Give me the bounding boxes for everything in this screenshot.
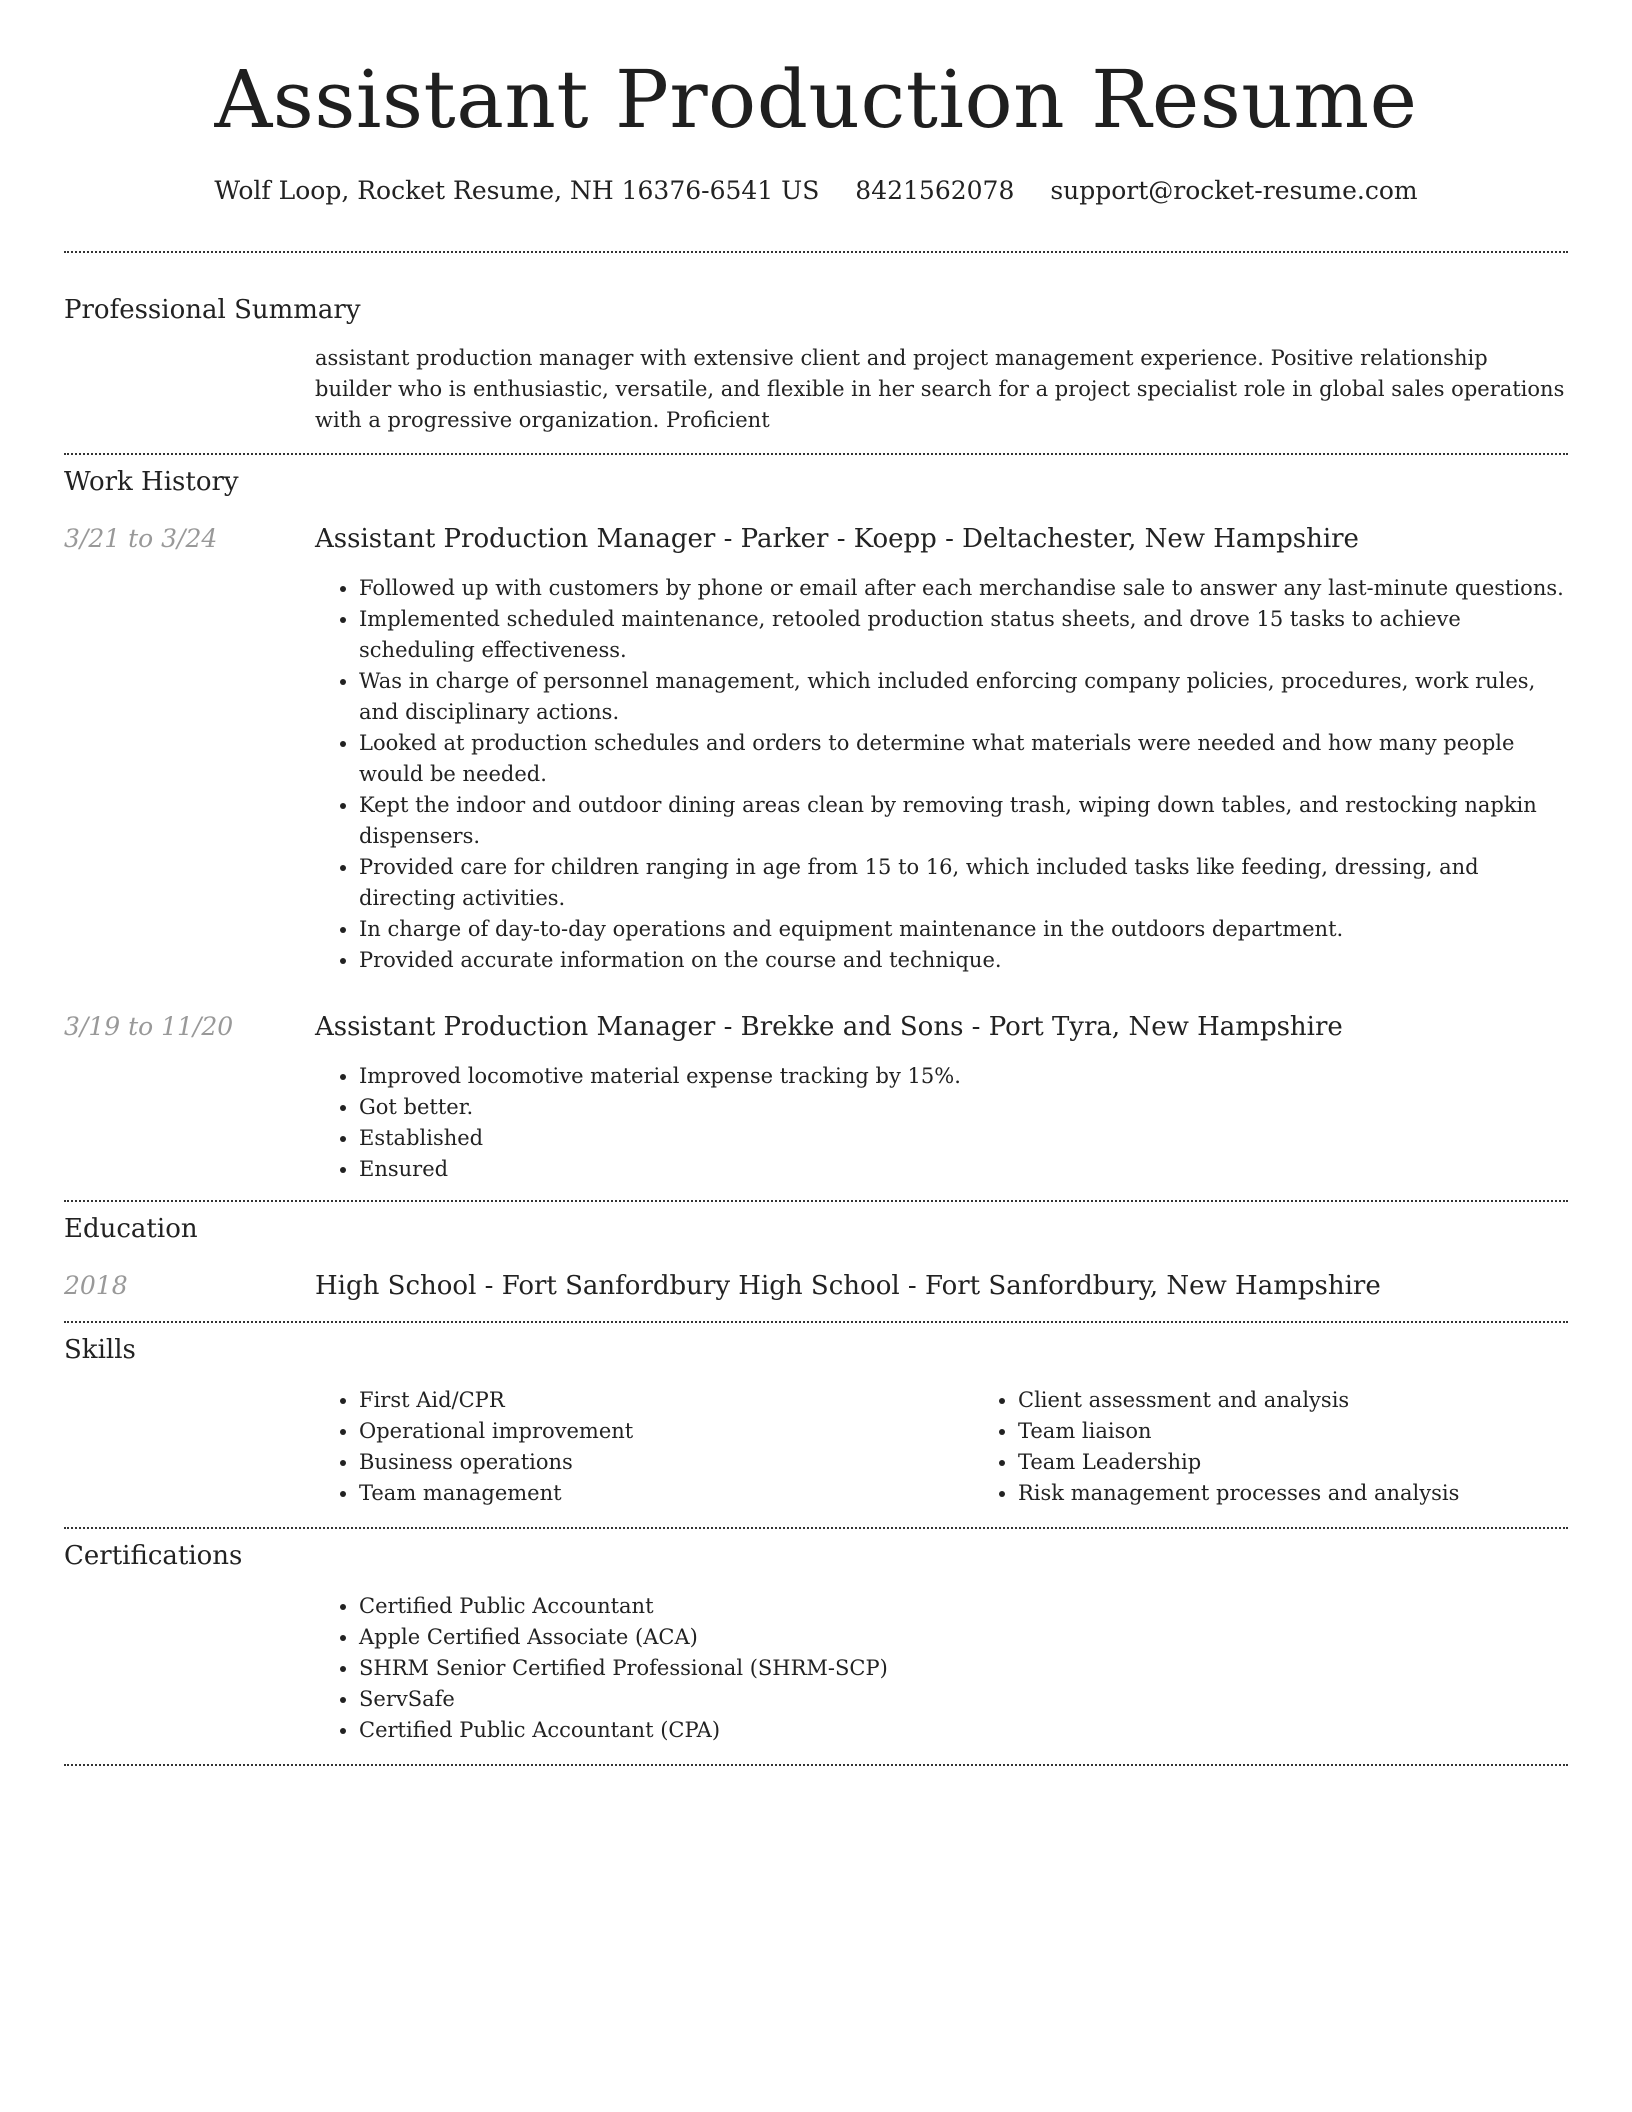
skills-list-right <box>974 1385 1632 1509</box>
job-entry <box>64 523 1568 976</box>
section-title-skills: Skills <box>64 1335 136 1365</box>
list-item: • Provided accurate information on the course and technique. <box>359 945 1568 976</box>
job-dates: 3/21 to 3/24 <box>64 524 218 553</box>
divider <box>64 251 1568 253</box>
section-title-summary: Professional Summary <box>64 295 361 325</box>
job-bullets <box>315 573 1568 976</box>
list-item: • Established <box>359 1123 1568 1154</box>
list-item: • In charge of day-to-day operations and equipment maintenance in the outdoors department. <box>359 914 1568 945</box>
divider <box>64 1200 1568 1202</box>
education-entry <box>64 1270 1568 1302</box>
contact-phone: 8421562078 <box>855 176 1015 205</box>
summary-text: assistant production manager with extensive client and project management experience. Positive relationship builder who is enthusiastic, versatile, and flexible in her search for a project specialist role in global sales operations with a progressive organization. Proficient <box>315 346 1565 432</box>
certifications-section <box>64 1539 1568 1746</box>
list-item: • Risk management processes and analysis <box>1018 1478 1632 1509</box>
divider <box>64 1321 1568 1323</box>
list-item: • Followed up with customers by phone or email after each merchandise sale to answer any last-minute questions. <box>359 573 1568 604</box>
list-item: • SHRM Senior Certified Professional (SHRM-SCP) <box>359 1653 1568 1684</box>
list-item: • Team liaison <box>1018 1416 1632 1447</box>
list-item: • Operational improvement <box>359 1416 974 1447</box>
certifications-list <box>315 1591 1568 1746</box>
list-item: • Implemented scheduled maintenance, retooled production status sheets, and drove 15 tasks to achieve scheduling effectiveness. <box>359 604 1568 666</box>
list-item: • Apple Certified Associate (ACA) <box>359 1622 1568 1653</box>
divider <box>64 453 1568 455</box>
job-title: Assistant Production Manager - Brekke and Sons - Port Tyra, New Hampshire <box>315 1012 1343 1042</box>
resume-title: Assistant Production Resume <box>214 53 1418 146</box>
section-title-certifications: Certifications <box>64 1541 243 1571</box>
job-title: Assistant Production Manager - Parker - Koepp - Deltachester, New Hampshire <box>315 524 1359 554</box>
job-entry <box>64 1011 1568 1185</box>
skills-section <box>64 1333 1568 1509</box>
list-item: • Looked at production schedules and orders to determine what materials were needed and how many people would be needed. <box>359 728 1568 790</box>
list-item: • Certified Public Accountant <box>359 1591 1568 1622</box>
list-item: • Ensured <box>359 1154 1568 1185</box>
divider <box>64 1527 1568 1529</box>
list-item: • Got better. <box>359 1092 1568 1123</box>
list-item: • ServSafe <box>359 1684 1568 1715</box>
list-item: • Was in charge of personnel management, which included enforcing company policies, procedures, work rules, and disciplinary actions. <box>359 666 1568 728</box>
list-item: • First Aid/CPR <box>359 1385 974 1416</box>
list-item: • Provided care for children ranging in age from 15 to 16, which included tasks like feeding, dressing, and directing activities. <box>359 852 1568 914</box>
list-item: • Business operations <box>359 1447 974 1478</box>
divider <box>64 1764 1568 1766</box>
contact-address: Wolf Loop, Rocket Resume, NH 16376-6541 US <box>214 176 820 205</box>
list-item: • Kept the indoor and outdoor dining areas clean by removing trash, wiping down tables, and restocking napkin dispensers. <box>359 790 1568 852</box>
contact-email: support@rocket-resume.com <box>1050 176 1418 205</box>
list-item: • Certified Public Accountant (CPA) <box>359 1715 1568 1746</box>
section-title-work: Work History <box>64 467 239 497</box>
contact-line <box>64 174 1568 208</box>
skills-list-left <box>315 1385 974 1509</box>
job-dates: 3/19 to 11/20 <box>64 1012 234 1041</box>
job-bullets <box>315 1061 1568 1185</box>
education-year: 2018 <box>64 1271 128 1300</box>
section-title-education: Education <box>64 1214 198 1244</box>
work-history-section <box>64 465 1568 1185</box>
education-section <box>64 1212 1568 1302</box>
education-text: High School - Fort Sanfordbury High School - Fort Sanfordbury, New Hampshire <box>315 1271 1381 1301</box>
list-item: • Client assessment and analysis <box>1018 1385 1632 1416</box>
list-item: • Team Leadership <box>1018 1447 1632 1478</box>
resume-header <box>64 0 1568 208</box>
summary-section <box>64 293 1568 436</box>
list-item: • Improved locomotive material expense tracking by 15%. <box>359 1061 1568 1092</box>
list-item: • Team management <box>359 1478 974 1509</box>
